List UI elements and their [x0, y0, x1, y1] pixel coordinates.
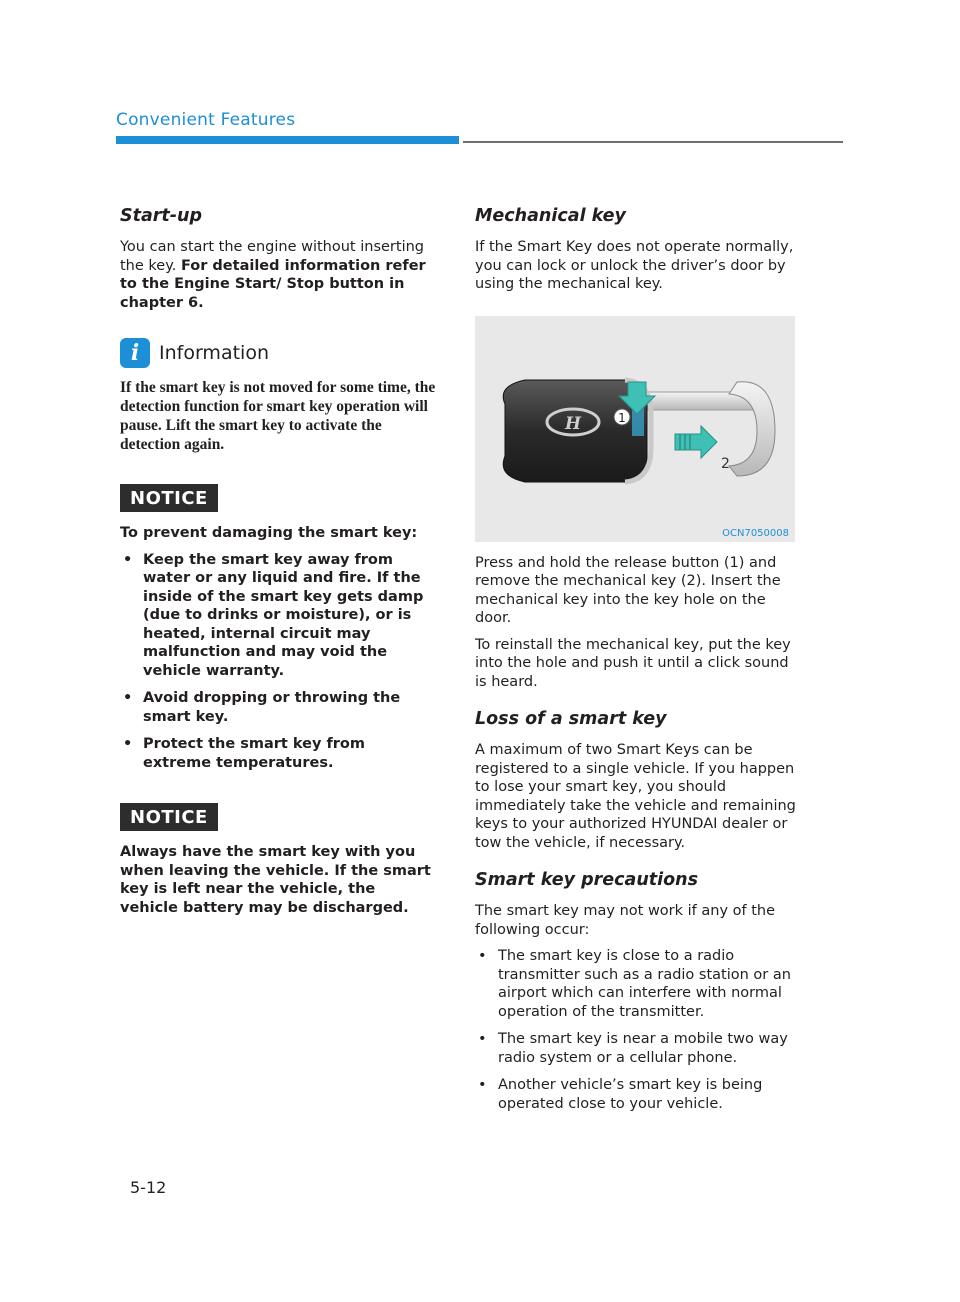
startup-heading: Start-up	[120, 206, 203, 226]
smart-key-illustration	[475, 316, 795, 542]
startup-text-plain: You can start the engine without inserting the key.	[120, 239, 424, 274]
list-item-text: Another vehicle’s smart key is being operated close to your vehicle.	[498, 1077, 763, 1112]
list-item-text: Protect the smart key from extreme temperatures.	[143, 736, 365, 771]
bullet-icon: •	[123, 551, 133, 568]
figure-code: OCN7050008	[722, 527, 789, 539]
startup-text-bold: For detailed information refer to the Engine Start/ Stop button in chapter 6.	[120, 257, 426, 311]
callout-2: 2	[721, 455, 730, 472]
information-icon: i	[120, 338, 150, 368]
list-item-text: The smart key is near a mobile two way radio system or a cellular phone.	[498, 1031, 788, 1066]
page-number: 5-12	[130, 1178, 167, 1197]
information-body: If the smart key is not moved for some time, the detection function for smart key operation will pause. Lift the smart key to activate the detection again.	[120, 379, 436, 453]
section-title: Convenient Features	[116, 110, 296, 130]
list-item	[120, 689, 438, 726]
right-column	[475, 206, 798, 1122]
notice-label-2: NOTICE	[120, 803, 218, 831]
list-item-text: The smart key is close to a radio transmitter such as a radio station or an airport which can interfere with normal operation of the transmitter.	[498, 948, 791, 1020]
precautions-intro: The smart key may not work if any of the following occur:	[475, 903, 776, 938]
bullet-icon: •	[123, 736, 133, 752]
svg-text:H: H	[564, 413, 582, 434]
list-item	[475, 1076, 798, 1113]
list-item	[475, 1030, 798, 1067]
list-item-text: Keep the smart key away from water or any liquid and fire. If the inside of the smart key gets damp (due to drinks or moisture), or is heated, internal circuit may malfunction and may void the vehicle warranty.	[143, 551, 424, 679]
list-item	[120, 735, 438, 772]
loss-text: A maximum of two Smart Keys can be registered to a single vehicle. If you happen to lose your smart key, you should immediately take the vehicle and remaining keys to your authorized HYUNDAI dealer or tow the vehicle, if necessary.	[475, 742, 796, 851]
bullet-icon: •	[478, 1031, 487, 1047]
reinstall-instructions: To reinstall the mechanical key, put the key into the hole and push it until a click sound is heard.	[475, 636, 791, 690]
bullet-icon: •	[478, 948, 487, 964]
startup-text	[120, 238, 438, 312]
notice-text-2: Always have the smart key with you when leaving the vehicle. If the smart key is left near the vehicle, the vehicle battery may be discharged.	[120, 844, 431, 916]
left-column	[120, 206, 438, 925]
bullet-icon: •	[478, 1077, 487, 1093]
release-instructions: Press and hold the release button (1) and remove the mechanical key (2). Insert the mechanical key into the key hole on the door.	[475, 554, 781, 626]
information-title: Information	[159, 342, 269, 364]
information-header	[120, 338, 438, 368]
precautions-heading: Smart key precautions	[475, 870, 699, 890]
notice-label: NOTICE	[120, 484, 218, 512]
mechanical-key-text: If the Smart Key does not operate normally, you can lock or unlock the driver’s door by using the mechanical key.	[475, 239, 794, 292]
pull-arrow-icon	[675, 426, 717, 458]
notice-intro: To prevent damaging the smart key:	[120, 525, 418, 541]
loss-heading: Loss of a smart key	[475, 709, 667, 729]
notice-list	[120, 551, 438, 773]
mechanical-key-heading: Mechanical key	[475, 206, 626, 226]
list-item-text: Avoid dropping or throwing the smart key.	[143, 690, 401, 725]
header-divider	[463, 141, 843, 143]
bullet-icon: •	[123, 690, 133, 706]
list-item	[120, 551, 438, 681]
precautions-list	[475, 947, 798, 1113]
smart-key-figure	[475, 316, 795, 542]
list-item	[475, 947, 798, 1021]
callout-1: 1	[618, 410, 626, 425]
header-accent-bar	[116, 136, 459, 144]
